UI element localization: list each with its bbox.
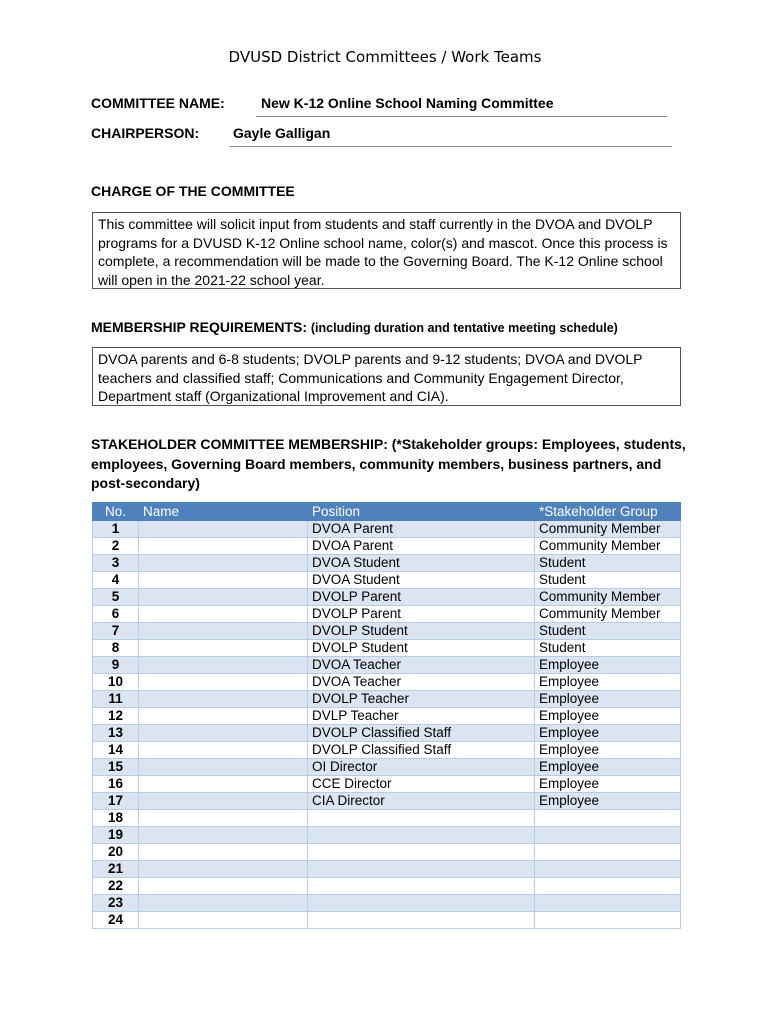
group-cell: Employee: [535, 674, 681, 691]
position-cell: [308, 912, 535, 929]
position-cell: DVOA Parent: [308, 521, 535, 538]
chairperson-value: Gayle Galligan: [229, 125, 672, 147]
table-row: [93, 861, 681, 878]
name-cell[interactable]: [139, 555, 308, 572]
group-cell: Community Member: [535, 538, 681, 555]
position-cell: DVOA Student: [308, 555, 535, 572]
group-cell: Student: [535, 572, 681, 589]
membership-table: [92, 502, 681, 929]
col-header-position: Position: [308, 503, 535, 521]
position-cell: CIA Director: [308, 793, 535, 810]
position-cell: DVOLP Teacher: [308, 691, 535, 708]
charge-heading: CHARGE OF THE COMMITTEE: [91, 183, 295, 199]
committee-name-label: COMMITTEE NAME:: [91, 95, 225, 111]
group-cell: Employee: [535, 776, 681, 793]
table-row: [93, 674, 681, 691]
table-row: [93, 776, 681, 793]
table-row: [93, 606, 681, 623]
name-cell[interactable]: [139, 538, 308, 555]
name-cell[interactable]: [139, 827, 308, 844]
name-cell[interactable]: [139, 623, 308, 640]
row-number: 16: [93, 776, 139, 793]
name-cell[interactable]: [139, 776, 308, 793]
membership-heading-main: MEMBERSHIP REQUIREMENTS:: [91, 319, 307, 335]
position-cell: [308, 861, 535, 878]
col-header-group: *Stakeholder Group: [535, 503, 681, 521]
col-header-no: No.: [93, 503, 139, 521]
table-row: [93, 555, 681, 572]
chairperson-label: CHAIRPERSON:: [91, 125, 200, 141]
group-cell: [535, 844, 681, 861]
position-cell: [308, 844, 535, 861]
row-number: 24: [93, 912, 139, 929]
group-cell: Employee: [535, 793, 681, 810]
table-row: [93, 640, 681, 657]
col-header-name: Name: [139, 503, 308, 521]
document-title: DVUSD District Committees / Work Teams: [228, 48, 542, 66]
table-row: [93, 810, 681, 827]
table-row: [93, 538, 681, 555]
group-cell: [535, 810, 681, 827]
group-cell: Community Member: [535, 606, 681, 623]
group-cell: Employee: [535, 742, 681, 759]
group-cell: Community Member: [535, 521, 681, 538]
position-cell: DVOLP Student: [308, 640, 535, 657]
membership-heading-sub: (including duration and tentative meeting schedule): [310, 321, 618, 335]
row-number: 23: [93, 895, 139, 912]
row-number: 3: [93, 555, 139, 572]
row-number: 11: [93, 691, 139, 708]
group-cell: [535, 912, 681, 929]
table-row: [93, 691, 681, 708]
group-cell: Employee: [535, 725, 681, 742]
table-row: [93, 623, 681, 640]
table-row: [93, 521, 681, 538]
name-cell[interactable]: [139, 878, 308, 895]
table-row: [93, 912, 681, 929]
table-row: [93, 572, 681, 589]
row-number: 18: [93, 810, 139, 827]
group-cell: Employee: [535, 708, 681, 725]
name-cell[interactable]: [139, 759, 308, 776]
position-cell: DVOLP Student: [308, 623, 535, 640]
position-cell: OI Director: [308, 759, 535, 776]
position-cell: DVOA Teacher: [308, 657, 535, 674]
position-cell: DVOLP Classified Staff: [308, 725, 535, 742]
committee-name-value: New K-12 Online School Naming Committee: [256, 95, 667, 117]
name-cell[interactable]: [139, 895, 308, 912]
row-number: 6: [93, 606, 139, 623]
row-number: 12: [93, 708, 139, 725]
name-cell[interactable]: [139, 521, 308, 538]
name-cell[interactable]: [139, 572, 308, 589]
row-number: 21: [93, 861, 139, 878]
row-number: 4: [93, 572, 139, 589]
name-cell[interactable]: [139, 725, 308, 742]
name-cell[interactable]: [139, 606, 308, 623]
table-row: [93, 895, 681, 912]
charge-text: This committee will solicit input from students and staff currently in the DVOA and DVOLP programs for a DVUSD K-12 Online school name, color(s) and mascot. Once this process is complete, a recommendation will be made to the Governing Board. The K-12 Online school will open in the 2021-22 school year.: [92, 212, 681, 289]
row-number: 20: [93, 844, 139, 861]
name-cell[interactable]: [139, 793, 308, 810]
position-cell: CCE Director: [308, 776, 535, 793]
row-number: 15: [93, 759, 139, 776]
name-cell[interactable]: [139, 742, 308, 759]
name-cell[interactable]: [139, 640, 308, 657]
table-row: [93, 725, 681, 742]
row-number: 19: [93, 827, 139, 844]
row-number: 5: [93, 589, 139, 606]
row-number: 10: [93, 674, 139, 691]
group-cell: Student: [535, 640, 681, 657]
name-cell[interactable]: [139, 691, 308, 708]
table-row: [93, 708, 681, 725]
name-cell[interactable]: [139, 589, 308, 606]
table-row: [93, 793, 681, 810]
name-cell[interactable]: [139, 861, 308, 878]
row-number: 17: [93, 793, 139, 810]
name-cell[interactable]: [139, 674, 308, 691]
group-cell: Employee: [535, 691, 681, 708]
group-cell: Student: [535, 555, 681, 572]
position-cell: DVOLP Parent: [308, 589, 535, 606]
row-number: 9: [93, 657, 139, 674]
position-cell: [308, 810, 535, 827]
row-number: 13: [93, 725, 139, 742]
group-cell: Community Member: [535, 589, 681, 606]
position-cell: DVOA Teacher: [308, 674, 535, 691]
row-number: 22: [93, 878, 139, 895]
name-cell[interactable]: [139, 708, 308, 725]
position-cell: [308, 878, 535, 895]
group-cell: Employee: [535, 759, 681, 776]
group-cell: [535, 827, 681, 844]
name-cell[interactable]: [139, 844, 308, 861]
name-cell[interactable]: [139, 912, 308, 929]
name-cell[interactable]: [139, 657, 308, 674]
table-row: [93, 844, 681, 861]
membership-heading: [91, 319, 618, 335]
membership-text: DVOA parents and 6-8 students; DVOLP parents and 9-12 students; DVOA and DVOLP teachers and classified staff; Communications and Community Engagement Director, Department staff (Organizational Improvement and CIA).: [92, 347, 681, 406]
table-row: [93, 589, 681, 606]
position-cell: DVLP Teacher: [308, 708, 535, 725]
position-cell: [308, 827, 535, 844]
row-number: 8: [93, 640, 139, 657]
position-cell: DVOLP Classified Staff: [308, 742, 535, 759]
row-number: 14: [93, 742, 139, 759]
position-cell: DVOA Student: [308, 572, 535, 589]
position-cell: DVOA Parent: [308, 538, 535, 555]
table-row: [93, 657, 681, 674]
group-cell: [535, 895, 681, 912]
group-cell: [535, 861, 681, 878]
table-body: [93, 521, 681, 929]
stakeholder-heading: STAKEHOLDER COMMITTEE MEMBERSHIP: (*Stakeholder groups: Employees, students, employees, Governing Board members, community members, business partners, and post-secondary): [91, 436, 686, 491]
position-cell: DVOLP Parent: [308, 606, 535, 623]
table-header-row: [93, 503, 681, 521]
table-row: [93, 878, 681, 895]
row-number: 2: [93, 538, 139, 555]
row-number: 7: [93, 623, 139, 640]
group-cell: Student: [535, 623, 681, 640]
group-cell: Employee: [535, 657, 681, 674]
table-row: [93, 759, 681, 776]
name-cell[interactable]: [139, 810, 308, 827]
position-cell: [308, 895, 535, 912]
row-number: 1: [93, 521, 139, 538]
group-cell: [535, 878, 681, 895]
table-row: [93, 827, 681, 844]
table-row: [93, 742, 681, 759]
